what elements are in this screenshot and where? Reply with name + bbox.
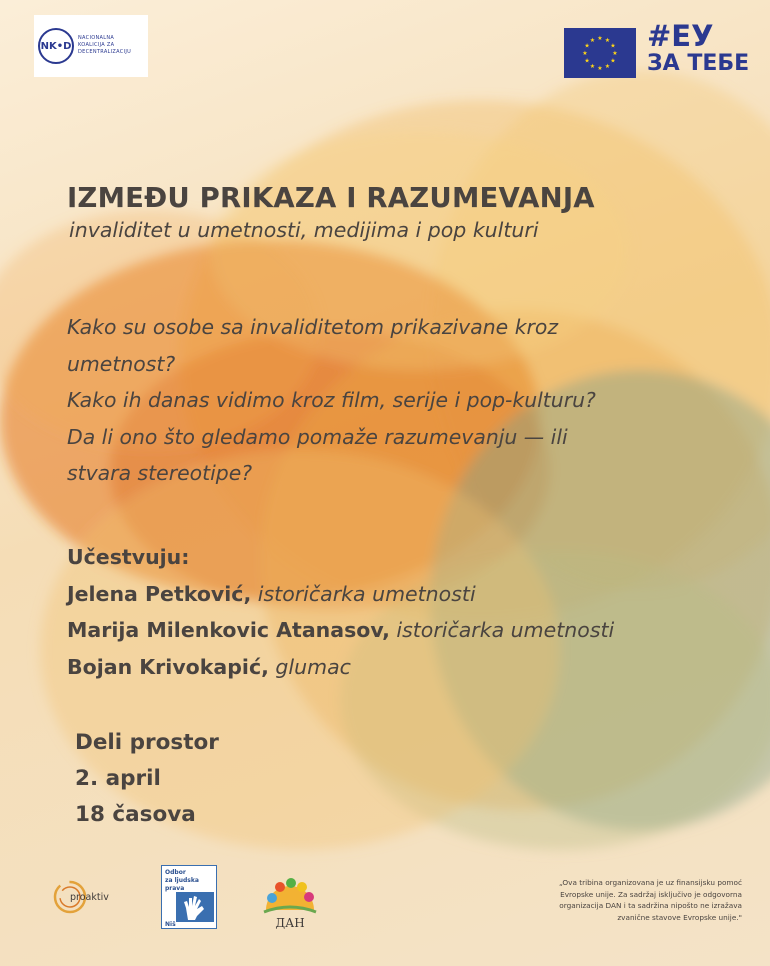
eu-tagline: ЗА ТЕБЕ [647,51,750,76]
participant-row [67,576,614,613]
participant-row [67,612,614,649]
event-venue: Deli prostor [75,730,219,755]
eu-hashtag: #ЕУ [647,19,714,53]
event-details [75,725,219,833]
question-line: Da li ono što gledamo pomaže razumevanju — ili [67,424,568,449]
nkd-logo [34,15,148,77]
participant-name: Jelena Petković, [67,581,252,606]
eu-star-icon: ★ [612,50,618,57]
participant-role: istoričarka umetnosti [396,618,615,642]
question-line: stvara stereotipe? [67,461,253,485]
dan-name: ДАН [275,916,305,930]
eu-flag-icon [564,28,636,78]
eu-star-icon: ★ [610,42,616,50]
event-date: 2. april [75,766,161,791]
event-questions [67,309,747,492]
proaktiv-name: proaktiv [70,892,109,903]
odbor-logo: Odbor za ljudska prava Niš [161,865,217,929]
nkd-logo-mark: NK•D [38,28,74,64]
question-line: Kako su osobe sa invaliditetom prikazivane kroz [67,315,559,339]
event-subtitle: invaliditet u umetnosti, medijima i pop kulturi [69,218,539,242]
hand-icon [176,892,214,922]
dan-logo [258,872,322,932]
eu-star-icon: ★ [597,65,603,72]
eu-star-icon: ★ [604,62,611,70]
participants-heading: Učestvuju: [67,545,190,569]
participant-row [67,649,614,686]
participant-role: istoričarka umetnosti [257,581,476,606]
eu-star-icon: ★ [584,57,590,65]
participants-list [67,539,614,685]
participant-name: Bojan Krivokapić, [67,654,269,679]
eu-star-icon: ★ [584,42,590,50]
eu-star-icon: ★ [610,57,616,65]
eu-star-icon: ★ [597,35,603,42]
eu-star-icon: ★ [604,37,611,45]
participant-name: Marija Milenkovic Atanasov, [67,618,390,642]
question-line: Kako ih danas vidimo kroz film, serije i pop-kulturu? [67,388,596,412]
participant-role: glumac [275,654,351,679]
eu-slogan [647,19,750,77]
eu-star-icon: ★ [589,37,596,45]
eu-disclaimer: „Ova tribina organizovana je uz finansijsku pomoć Evropske unije. Za sadržaj isključivo je odgovorna organizacija DAN i ta sadržina nipošto ne izražava zvanične stavove Evropske unije." [559,878,742,922]
event-time: 18 časova [75,802,196,827]
proaktiv-logo [52,877,122,917]
nkd-logo-text: NACIONALNA KOALICIJA ZA DECENTRALIZACIJU [78,35,132,55]
event-title: IZMEĐU PRIKAZA I RAZUMEVANJA [67,182,595,214]
eu-star-icon: ★ [589,62,596,70]
question-line: umetnost? [67,351,176,376]
eu-star-icon: ★ [582,50,588,57]
